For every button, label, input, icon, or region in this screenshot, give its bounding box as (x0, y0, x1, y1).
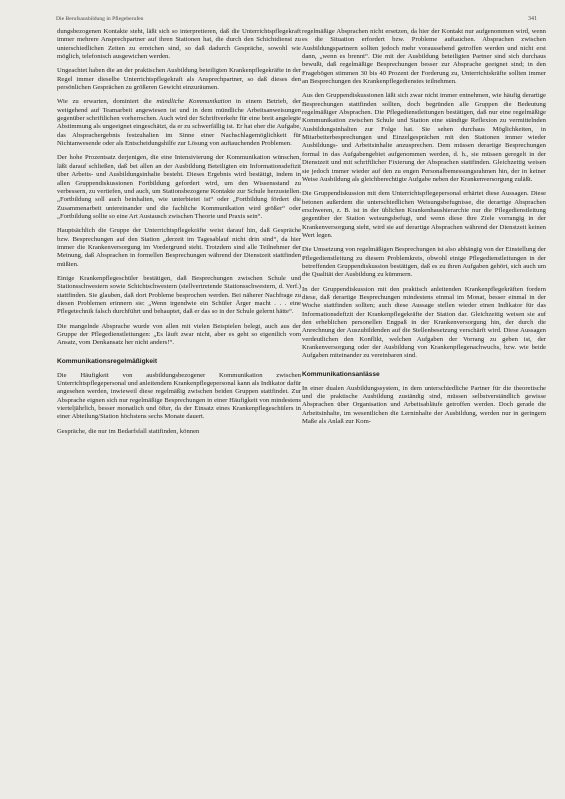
paragraph: regelmäßige Absprachen nicht ersetzen, da hier der Kontakt nur aufgenommen wird, wenn es die Situation erfordert bzw. Probleme auftauchen. Absprachen zwischen Ausbildungspartnern sollten jedoch mehr voraussehend getroffen werden und nicht erst dann, „wenn es brennt“. Die mit der Ausbildung beteiligten Partner sind sich durchaus bewußt, daß regelmäßige Besprechungen besser zur Absprache geeignet sind; in den Fragebögen stimmen 30 bis 40 Prozent der Forderung zu, Unterrichtskräfte sollten immer an Besprechungen des Krankenpflegedienstes teilnehmen. (302, 28, 546, 86)
paragraph: Der hohe Prozentsatz derjenigen, die eine Intensivierung der Kommunikation wünschen, läßt darauf schließen, daß bei allen an der Ausbildung Beteiligten ein Informationsdefizit über Arbeits- und Ausbildungsinhalte besteht. Dieses Ergebnis wird bestätigt, indem in allen Gruppendiskussionen Fortbildung gefordert wird, um den Wissensstand zu verbessern, zu vertiefen, und auch, um Stationsbezogene Kontakte zur Schule herzustellen. „Fortbildung soll auch beinhalten, wie unterbietet ist“ oder „Fortbildung fördert die Zusammenarbeit untereinander und die fachliche Kommunikation wird größer“ oder „Fortbildung sollte so eine Art Austausch zwischen Theorie und Praxis sein“. (57, 154, 301, 220)
paragraph: Aus den Gruppendiskussionen läßt sich zwar nicht immer entnehmen, wie häufig derartige Besprechungen stattfinden sollten, doch begründen alle Gruppen die Bedeutung regelmäßiger Absprachen. Die Pflegedienstleitungen bestätigen, daß nur eine regelmäßige Kommunikation zwischen Schule und Station eine ständige Reflexion zu vermittelnden Ausbildungsinhalten zur Folge hat. Sie sehen durchaus Möglichkeiten, in Mitarbeiterbesprechungen und Einzelgesprächen mit den Stationen immer wieder Ausbildungs- und Arbeitsinhalte anzusprechen. Dem müssen derartige Besprechungen formal in das Aufgabengebiet aufgenommen werden, d. h., sie müssen geregelt in der Dienstzeit und mit schriftlicher Fixierung der Absprachen stattfinden. Gleichzeitig weisen sie jedoch immer wieder auf den zu engen Personalbemessungsrahmen hin, der in keiner Weise Ausbildung als gleichberechtigte Aufgabe neben der Krankenversorgung zuläßt. (302, 92, 546, 183)
section-heading: Kommunikationsregelmäßigkeit (57, 357, 158, 365)
paragraph: Die mangelnde Absprache wurde von allen mit vielen Beispielen belegt, auch aus der Gruppe der Pflegedienstleitungen: „Es läuft zwar nicht, aber es geht so eigentlich vom Ansatz, vom Denkansatz her nicht anders!“. (57, 322, 301, 347)
paragraph: Ungeachtet haben die an der praktischen Ausbildung beteiligten Krankenpflegekräfte in der Regel immer dieselbe Unterrichtspflegekraft als Ansprechpartner, so daß dieses den persönlichen Gesprächen zu größeren Gewicht einzuräumen. (57, 67, 301, 92)
paragraph: Die Gruppendiskussion mit dem Unterrichtspflegepersonal erhärtet diese Aussagen. Diese betonen außerdem die unterschiedlichen Weisungsbefugnisse, die derartige Absprachen erschweren, z. B. ist in der üblichen Krankenhaushierarchie nur die Pflegedienstleitung gegenüber der Station weisungsbefugt, und wenn diese ihre Ziele vorrangig in der Krankenversorgung sieht, wird sie auf derartige Absprachen während der Dienstzeit keinen Wert legen. (302, 190, 546, 239)
paragraph: Hauptsächlich die Gruppe der Unterrichtspflegekräfte weist darauf hin, daß Gespräche bzw. Besprechungen auf den Station „derzeit im Tagesablauf nicht drin sind“, da hier immer die Krankenversorgung im Vordergrund steht. Trotzdem sind alle Teilnehmer der Meinung, daß Absprachen in formellen Besprechungen während der Dienstzeit stattfinden müßten. (57, 227, 301, 268)
left-column (57, 28, 301, 442)
paragraph: Die Häufigkeit von ausbildungsbezogener Kommunikation zwischen Unterrichtspflegepersonal und anleitendem Krankenpflegepersonal kann als Indikator dafür angesehen werden, inwieweil diese regelmäßig zwischen beiden Gruppen stattfindet. Zur Absprache eignen sich nur regelmäßige Besprechungen in einer Häufigkeit von mindestens vierteljährlich, besser monatlich und öfter, da der Einsatz eines Krankenpflegeschülers in einer Abteilung/Station höchstens sechs Monate dauert. (57, 371, 301, 421)
text-run: in einem Betrieb, der weitgehend auf Teamarbeit angewiesen ist und in dem mündliche Arbeitsanweisungen gegenüber schriftlichen vorherrschen. Auch wird der Schriftverkehr für eine breit angelegte Abstimmung als ungeeignet eingeschätzt, da er zu schwerfällig ist. Er hat eher die Aufgabe, das Absprachergebnis festzuhalten im Sinne einer Nachschlagemöglichkeit für Nichtanwesende oder als Entscheidungshilfe zur Lösung von auftauchenden Problemen. (57, 98, 301, 148)
right-column (302, 28, 546, 432)
text-run: Wie zu erwarten, dominiert die (57, 98, 157, 106)
emphasis-text: mündliche Kommunikation (156, 98, 232, 106)
paragraph: Gespräche, die nur im Bedarfsfall stattfinden, können (57, 427, 200, 435)
paragraph: Einige Krankenpflegeschüler bestätigen, daß Besprechungen zwischen Schule und Stationsschwestern sowie Schichtschwestern (stellvertretende Stationsschwestern, d. Verf.) stattfinden. Sie glauben, daß dort Probleme besprochen werden. Bei näherer Nachfrage zu diesen Problemen erinnern sie: „Wenn irgendwie ein Schüler Ärger macht . . . eine Pflegetechnik falsch durchführt und behauptet, daß er das so in der Schule gelernt hätte“. (57, 274, 301, 316)
paragraph: In einer dualen Ausbildungssystem, in dem unterschiedliche Partner für die theoretische und die praktische Ausbildung zuständig sind, müssen selbstverständlich gewisse Absprachen über Organisation und Arbeitsabläufe getroffen werden. Doch gerade die Arbeitsinhalte, im wesentlichen die Lerninhalte der Ausbildung, werden nur in geringem Maße als Anlaß zur Kom- (302, 384, 546, 426)
paragraph: dungsbezogenen Kontakte steht, läßt sich so interpretieren, daß die Unterrichtspflegekraft immer mehrere Ansprechpartner auf ihren Stationen hat, die durch den Schichtdienst zu unterschiedlichen Zeiten zu erreichen sind, so daß dadurch Gespräche, sowohl wie möglich, telefonisch ausgewichen werden. (57, 28, 301, 61)
paragraph: Die Umsetzung von regelmäßigen Besprechungen ist also abhängig von der Einstellung der Pflegedienstleitung zu diesem Problemkreis, obwohl einige Pflegedienstleitungen in der betreffenden Gruppendiskussion bestätigen, daß es zu ihren Aufgaben gehört, sich auch um die Qualität der Ausbildung zu kümmern. (302, 246, 546, 279)
paragraph: In der Gruppendiskussion mit den praktisch anleitenden Krankenpflegekräften fordern diese, daß derartige Besprechungen mindestens einmal im Monat, besser einmal in der Woche stattfinden sollten; auch diese Aussage stellen wieder einen Indikator für das Informationsdefizit der Krankenpflegekräfte der Station dar. Gleichzeitig weisen sie auf den erheblichen personellen Engpaß in der Krankenversorgung hin, der durch die Anrechnung der Auszubildenden auf die Stellenbesetzung verschärft wird. Diese Aussagen verdeutlichen den Konflikt, welchen Aufgaben der Vorrang zu geben ist, der Krankenversorgung oder der Ausbildung von Krankenpflegenachwuchs, bzw. wie beide Aufgaben miteinander zu vereinbaren sind. (302, 285, 546, 360)
section-heading: Kommunikationsanlässe (302, 370, 380, 378)
page-number: 341 (528, 16, 537, 22)
running-header: Die Berufsausbildung in Pflegeberufen (56, 16, 144, 22)
paragraph (57, 98, 301, 148)
